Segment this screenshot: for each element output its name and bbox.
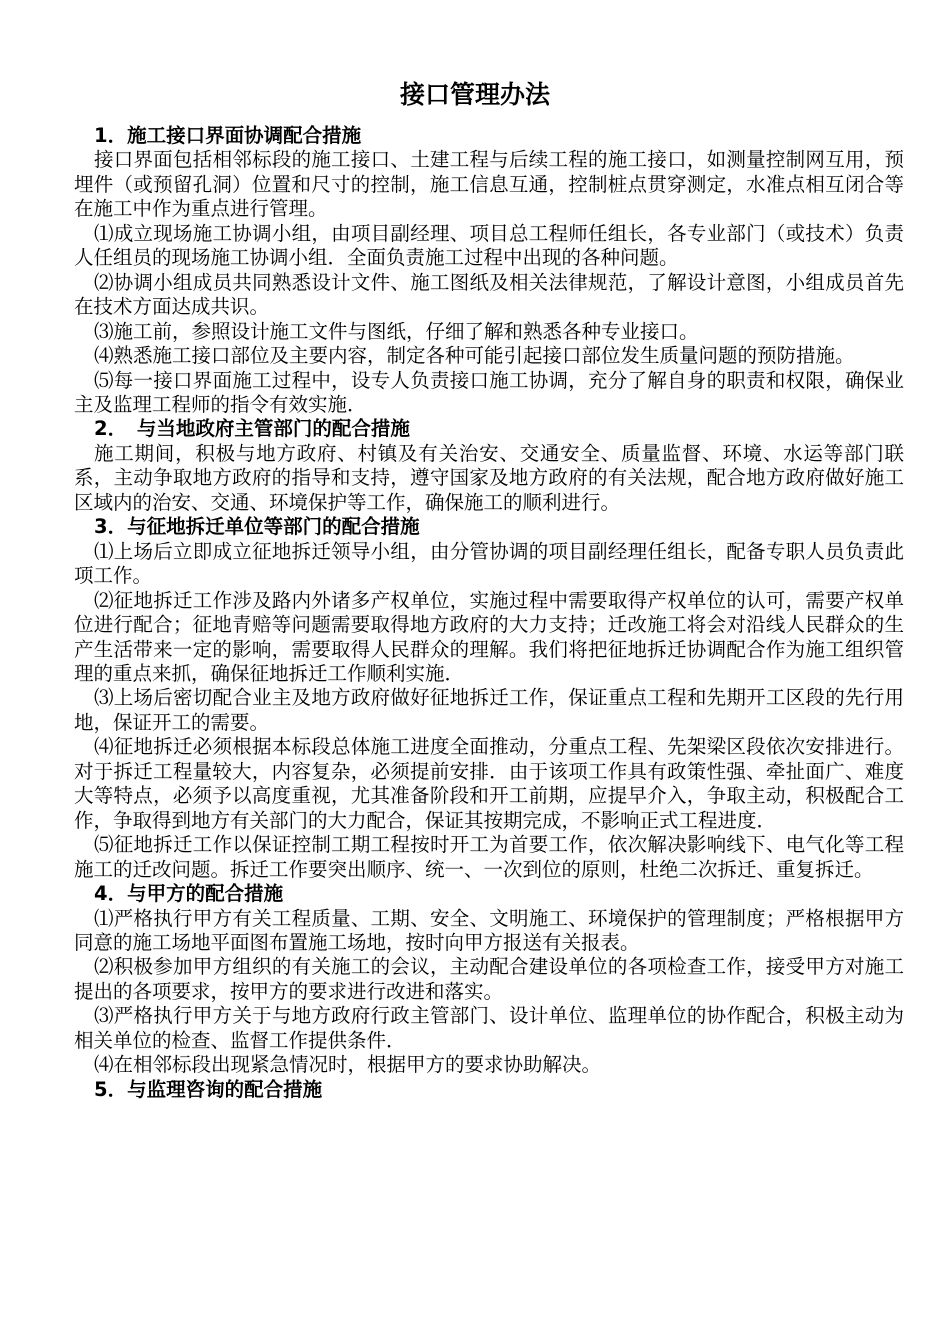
paragraph: ⑷征地拆迁必须根据本标段总体施工进度全面推动，分重点工程、先架梁区段依次安排进行。对于拆迁工程量较大，内容复杂，必须提前安排．由于该项工作具有政策性强、牵扯面广、难度大等特点，必须予以高度重视，尤其准备阶段和开工前期，应提早介入，争取主动，积极配合工作，争取得到地方有关部门的大力配合，保证其按期完成，不影响正式工程进度． <box>74 735 904 832</box>
document-body <box>74 124 904 1102</box>
paragraph: ⑵征地拆迁工作涉及路内外诸多产权单位，实施过程中需要取得产权单位的认可，需要产权单位进行配合；征地青赔等问题需要取得地方政府的大力支持；迁改施工将会对沿线人民群众的生产生活带来一定的影响，需要取得人民群众的理解。我们将把征地拆迁协调配合作为施工组织管理的重点来抓，确保征地拆迁工作顺利实施． <box>74 588 904 685</box>
section-heading: 2． 与当地政府主管部门的配合措施 <box>94 417 410 441</box>
paragraph: ⑶上场后密切配合业主及地方政府做好征地拆迁工作，保证重点工程和先期开工区段的先行用地，保证开工的需要。 <box>74 686 904 734</box>
paragraph: ⑴上场后立即成立征地拆迁领导小组，由分管协调的项目副经理任组长，配备专职人员负责此项工作。 <box>74 539 904 588</box>
paragraph: ⑵协调小组成员共同熟悉设计文件、施工图纸及相关法律规范，了解设计意图，小组成员首先在技术方面达成共识。 <box>74 270 904 319</box>
paragraph: ⑷熟悉施工接口部位及主要内容，制定各种可能引起接口部位发生质量问题的预防措施。 <box>94 344 855 368</box>
paragraph: ⑴成立现场施工协调小组，由项目副经理、项目总工程师任组长，各专业部门（或技术）负责人任组员的现场施工协调小组．全面负责施工过程中出现的各种问题。 <box>74 221 904 270</box>
paragraph: 接口界面包括相邻标段的施工接口、土建工程与后续工程的施工接口，如测量控制网互用，预埋件（或预留孔洞）位置和尺寸的控制，施工信息互通，控制桩点贯穿测定，水准点相互闭合等在施工中作为重点进行管理。 <box>74 148 904 221</box>
paragraph: 施工期间，积极与地方政府、村镇及有关治安、交通安全、质量监督、环境、水运等部门联系，主动争取地方政府的指导和支持，遵守国家及地方政府的有关法规，配合地方政府做好施工区域内的治安、交通、环境保护等工作，确保施工的顺利进行。 <box>74 441 904 514</box>
paragraph: ⑷在相邻标段出现紧急情况时，根据甲方的要求协助解决。 <box>94 1053 602 1077</box>
section-heading: 3．与征地拆迁单位等部门的配合措施 <box>94 515 420 539</box>
paragraph: ⑸每一接口界面施工过程中，设专人负责接口施工协调，充分了解自身的职责和权限，确保业主及监理工程师的指令有效实施． <box>74 368 904 416</box>
paragraph: ⑸征地拆迁工作以保证控制工期工程按时开工为首要工作，依次解决影响线下、电气化等工程施工的迁改问题。拆迁工作要突出顺序、统一、一次到位的原则，杜绝二次拆迁、重复拆迁。 <box>74 833 904 881</box>
paragraph: ⑵积极参加甲方组织的有关施工的会议，主动配合建设单位的各项检查工作，接受甲方对施工提出的各项要求，按甲方的要求进行改进和落实。 <box>74 955 904 1003</box>
section-heading: 1．施工接口界面协调配合措施 <box>94 124 362 147</box>
paragraph: ⑴严格执行甲方有关工程质量、工期、安全、文明施工、环境保护的管理制度；严格根据甲方同意的施工场地平面图布置施工场地，按时向甲方报送有关报表。 <box>74 906 904 954</box>
paragraph: ⑶严格执行甲方关于与地方政府行政主管部门、设计单位、监理单位的协作配合，积极主动为相关单位的检查、监督工作提供条件． <box>74 1004 904 1052</box>
section-heading: 4．与甲方的配合措施 <box>94 882 284 906</box>
document-title: 接口管理办法 <box>399 80 550 109</box>
paragraph: ⑶施工前，参照设计施工文件与图纸，仔细了解和熟悉各种专业接口。 <box>94 319 699 343</box>
section-heading: 5．与监理咨询的配合措施 <box>94 1077 323 1101</box>
